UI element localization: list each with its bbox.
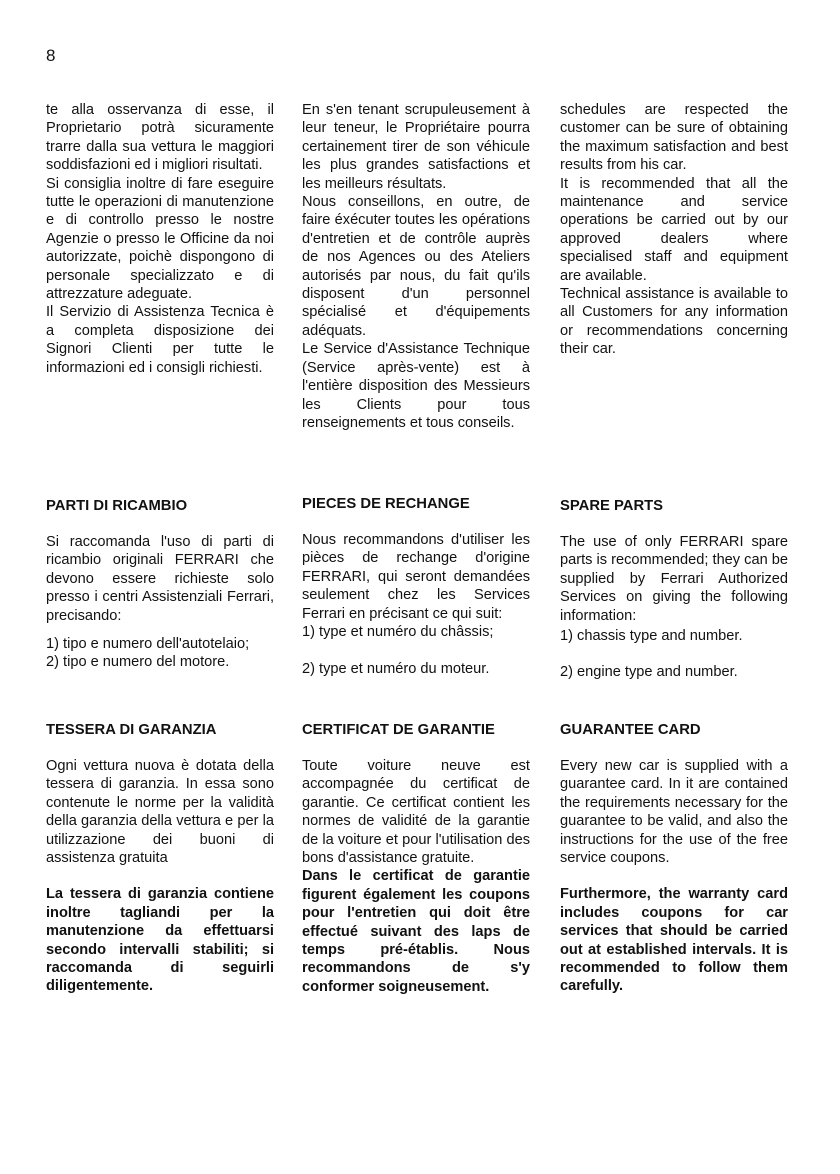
guarantee-fr-bold-text: Dans le certificat de garantie figurent également les coupons pour l'entretien qui doit être effectué suivant des laps de temps pré-établis. Nous recommandons de s'y conformer soigneusement. <box>302 868 530 995</box>
intro-en-paragraph: It is recommended that all the maintenance and service operations be carried out by our approved dealers where specialised staff and equipment are available. <box>560 175 788 284</box>
spare-parts-fr-item: 2) type et numéro du moteur. <box>302 661 490 678</box>
section-title-guarantee-it: TESSERA DI GARANZIA <box>46 722 217 738</box>
section-title-guarantee-fr: CERTIFICAT DE GARANTIE <box>302 722 495 738</box>
intro-fr-paragraph: En s'en tenant scrupuleusement à leur teneur, le Propriétaire pourra certainement tirer de son véhicule les plus grandes satisfactions et les meilleurs résultats. <box>302 102 530 192</box>
spare-parts-it-text: Si raccomanda l'uso di parti di ricambio originali FERRARI che devono essere richieste solo presso i centri Assistenziali Ferrari, precisando: <box>46 534 274 624</box>
spare-parts-en <box>560 533 788 682</box>
section-title-spare-parts-en: SPARE PARTS <box>560 498 664 514</box>
spare-parts-en-item: 2) engine type and number. <box>560 664 738 681</box>
guarantee-it <box>46 757 274 996</box>
intro-en <box>560 101 788 359</box>
page-number: 8 <box>46 46 56 65</box>
intro-fr-paragraph: Le Service d'Assistance Technique (Service après-vente) est à l'entière disposition des Messieurs les Clients pour tous renseignements et tous conseils. <box>302 341 530 431</box>
intro-it <box>46 101 274 377</box>
intro-fr <box>302 101 530 432</box>
guarantee-en <box>560 757 788 996</box>
spare-parts-fr <box>302 531 530 679</box>
guarantee-it-bold-text: La tessera di garanzia contiene inoltre tagliandi per la manutenzione da effettuarsi secondo intervalli stabiliti; si raccomanda di seguirli diligentemente. <box>46 886 274 995</box>
section-title-spare-parts-fr: PIECES DE RECHANGE <box>302 496 470 512</box>
spare-parts-fr-text: Nous recommandons d'utiliser les pièces de rechange d'origine FERRARI, qui seront demandées seulement chez les Services Ferrari en précisant ce qui suit: <box>302 532 530 622</box>
spare-parts-it <box>46 533 274 672</box>
guarantee-fr <box>302 757 530 996</box>
spare-parts-it-item: 2) tipo e numero del motore. <box>46 654 230 671</box>
spare-parts-fr-item: 1) type et numéro du châssis; <box>302 624 494 641</box>
intro-it-paragraph: te alla osservanza di esse, il Proprietario potrà sicuramente trarre dalla sua vettura le maggiori soddisfazioni ed i migliori risultati. <box>46 102 274 174</box>
intro-en-paragraph: Technical assistance is available to all Customers for any information or recommendations concerning their car. <box>560 286 788 358</box>
section-title-guarantee-en: GUARANTEE CARD <box>560 722 701 738</box>
intro-en-paragraph: schedules are respected the customer can be sure of obtaining the maximum satisfaction and best results from his car. <box>560 102 788 174</box>
spare-parts-en-text: The use of only FERRARI spare parts is recommended; they can be supplied by Ferrari Authorized Services on giving the following information: <box>560 534 788 624</box>
spare-parts-en-item: 1) chassis type and number. <box>560 628 743 645</box>
guarantee-en-text: Every new car is supplied with a guarantee card. In it are contained the requirements necessary for the guarantee to be valid, and also the instructions for the use of the free service coupons. <box>560 758 788 867</box>
guarantee-en-bold-text: Furthermore, the warranty card includes coupons for car services that should be carried out at established intervals. It is recommended to follow them carefully. <box>560 886 788 995</box>
guarantee-fr-text: Toute voiture neuve est accompagnée du certificat de garantie. Ce certificat contient les normes de validité de la garantie de la voiture et pour l'utilisation des bons d'assistance gratuite. <box>302 758 530 867</box>
intro-fr-paragraph: Nous conseillons, en outre, de faire éxécuter toutes les opérations d'entretien et de contrôle auprès de nos Agences ou des Ateliers autorisés par nous, du fait qu'ils disposent d'un personnel spécialisé et d'équipements adéquats. <box>302 194 530 339</box>
section-title-spare-parts-it: PARTI DI RICAMBIO <box>46 498 188 514</box>
intro-it-paragraph: Il Servizio di Assistenza Tecnica è a completa disposizione dei Signori Clienti per tutte le informazioni ed i consigli richiesti. <box>46 304 274 376</box>
intro-it-paragraph: Si consiglia inoltre di fare eseguire tutte le operazioni di manutenzione e di controllo presso le nostre Agenzie o presso le Officine da noi autorizzate, poichè dispongono di personale specializzato e di attrezzature adeguate. <box>46 175 274 303</box>
guarantee-it-text: Ogni vettura nuova è dotata della tessera di garanzia. In essa sono contenute le norme per la validità della garanzia della vettura e per la utilizzazione dei buoni di assistenza gratuita <box>46 758 274 867</box>
spare-parts-it-item: 1) tipo e numero dell'autotelaio; <box>46 636 250 653</box>
